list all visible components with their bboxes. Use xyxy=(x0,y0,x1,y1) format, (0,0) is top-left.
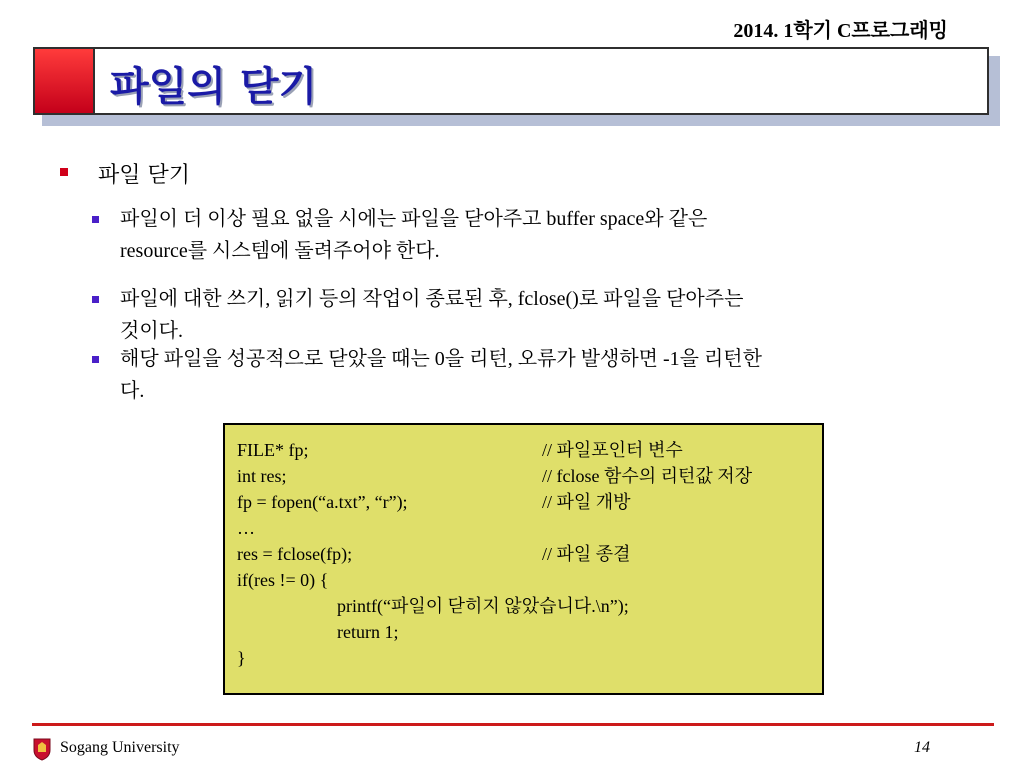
code-line xyxy=(237,645,822,671)
university-logo-icon xyxy=(32,737,52,761)
bullet-line: 파일이 더 이상 필요 없을 시에는 파일을 닫아주고 buffer space와 같은 xyxy=(120,208,708,230)
code-statement: fp = fopen(“a.txt”, “r”); xyxy=(237,492,408,512)
bullet-item xyxy=(92,283,972,347)
bullet-line: 파일에 대한 쓰기, 읽기 등의 작업이 종료된 후, fclose()로 파일을 닫아주는 xyxy=(120,288,744,310)
code-line xyxy=(237,619,822,645)
code-statement: res = fclose(fp); xyxy=(237,544,353,564)
square-bullet-icon xyxy=(92,296,99,303)
code-statement: } xyxy=(237,648,246,668)
code-statement: return 1; xyxy=(337,622,399,642)
code-line xyxy=(237,437,822,463)
square-bullet-icon xyxy=(92,356,99,363)
code-line xyxy=(237,463,822,489)
bullet-line: 것이다. xyxy=(120,320,183,342)
code-line xyxy=(237,489,822,515)
slide-title: 파일의 닫기 xyxy=(110,64,318,110)
bullet-line: resource를 시스템에 돌려주어야 한다. xyxy=(120,240,440,262)
code-statement: int res; xyxy=(237,466,287,486)
page-number: 14 xyxy=(914,739,930,756)
code-line xyxy=(237,541,822,567)
code-line xyxy=(237,567,822,593)
square-bullet-icon xyxy=(60,168,68,176)
course-label: 2014. 1학기 C프로그래밍 xyxy=(733,20,948,42)
section-heading-text: 파일 닫기 xyxy=(98,163,191,188)
code-comment: // 파일포인터 변수 xyxy=(542,440,683,460)
code-statement: if(res != 0) { xyxy=(237,570,329,590)
title-bar xyxy=(33,47,989,115)
bullet-line: 해당 파일을 성공적으로 닫았을 때는 0을 리턴, 오류가 발생하면 -1을 리턴한 xyxy=(120,348,762,370)
code-line xyxy=(237,515,822,541)
bullet-item xyxy=(92,203,972,267)
footer-divider xyxy=(32,723,994,726)
bullet-line: 다. xyxy=(120,380,145,402)
code-block xyxy=(223,423,824,695)
code-statement: … xyxy=(237,518,255,538)
code-statement: printf(“파일이 닫히지 않았습니다.\n”); xyxy=(337,596,629,616)
code-line xyxy=(237,593,822,619)
code-comment: // fclose 함수의 리턴값 저장 xyxy=(542,466,753,486)
code-statement: FILE* fp; xyxy=(237,440,309,460)
university-name: Sogang University xyxy=(60,739,180,756)
title-accent-block xyxy=(35,49,95,113)
code-comment: // 파일 종결 xyxy=(542,544,631,564)
square-bullet-icon xyxy=(92,216,99,223)
code-comment: // 파일 개방 xyxy=(542,492,631,512)
bullet-item xyxy=(92,343,972,407)
